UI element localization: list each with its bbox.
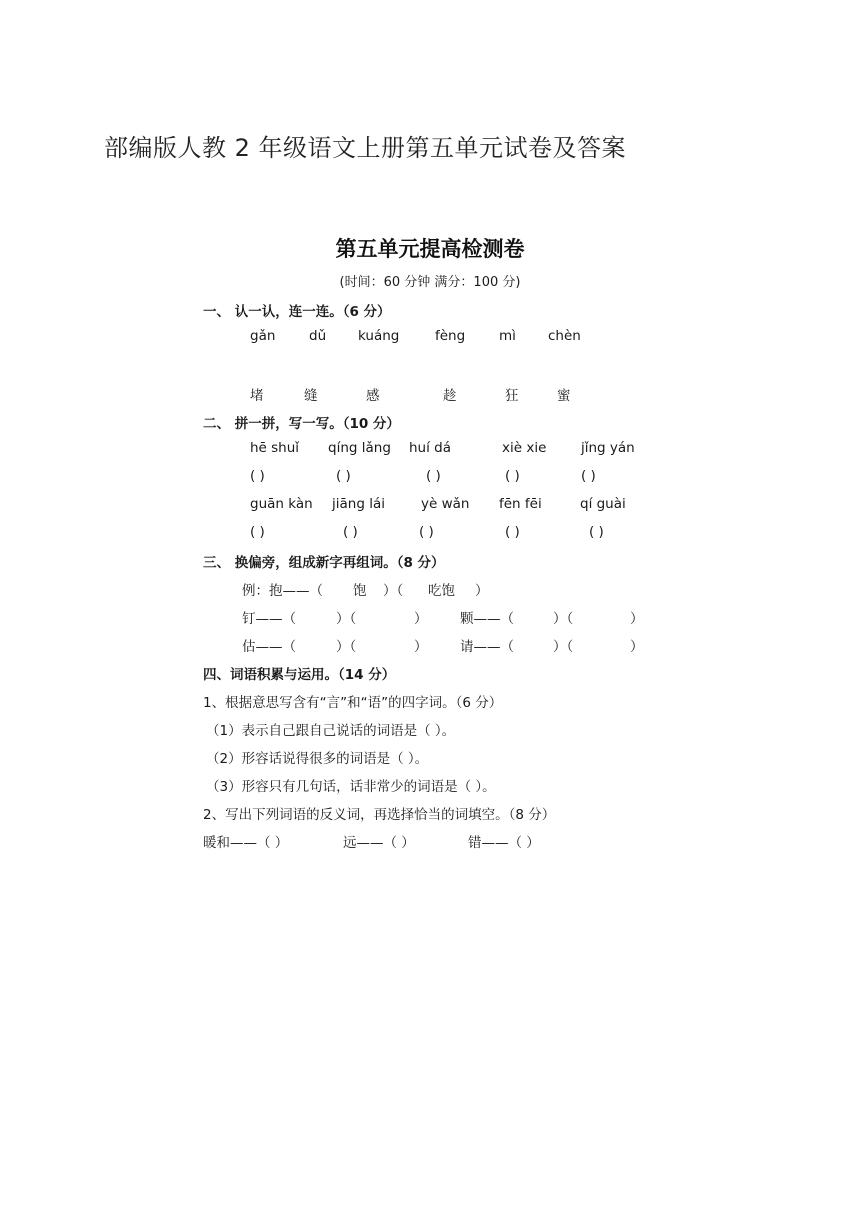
exam-subtitle: (时间：60 分钟 满分：100 分) [339, 275, 521, 290]
example-word: 吃饱 [428, 583, 455, 599]
pinyin-item: chèn [548, 328, 581, 344]
example-lead: 例：抱——（ [242, 583, 323, 599]
char-item: 感 [366, 388, 380, 404]
question-2: 2、写出下列词语的反义词，再选择恰当的词填空。（8 分） [203, 807, 556, 823]
answer-blank[interactable]: ）（ [553, 639, 574, 655]
document-title: 部编版人教 2 年级语文上册第五单元试卷及答案 [104, 134, 627, 162]
radical-item: 钉——（ [242, 611, 296, 627]
pinyin-item: qí guài [580, 496, 626, 512]
answer-blank[interactable]: ）（ [336, 611, 357, 627]
question-1-item: （1）表示自己跟自己说话的词语是（ ）。 [206, 723, 456, 739]
antonym-blank[interactable]: 远——（ ） [343, 835, 415, 851]
section1-heading: 一、 认一认，连一连。（6 分） [203, 304, 391, 320]
answer-blank[interactable]: ） [630, 611, 644, 627]
answer-blank[interactable]: ( ) [250, 524, 265, 540]
pinyin-item: guān kàn [250, 496, 313, 512]
answer-blank[interactable]: ） [630, 639, 644, 655]
answer-blank[interactable]: ( ) [505, 468, 520, 484]
pinyin-item: huí dá [409, 440, 451, 456]
pinyin-item: yè wǎn [421, 496, 470, 512]
pinyin-item: jiāng lái [332, 496, 385, 512]
section2-heading: 二、 拼一拼，写一写。（10 分） [203, 416, 400, 432]
char-item: 狂 [505, 388, 519, 404]
exam-title: 第五单元提高检测卷 [335, 237, 525, 261]
question-1-item: （3）形容只有几句话，话非常少的词语是（ ）。 [206, 779, 496, 795]
antonym-blank[interactable]: 错——（ ） [468, 835, 540, 851]
pinyin-item: dǔ [309, 328, 327, 344]
radical-item: 估——（ [242, 639, 296, 655]
answer-blank[interactable]: ） [414, 639, 428, 655]
section4-heading: 四、词语积累与运用。（14 分） [203, 667, 396, 683]
pinyin-item: fèng [435, 328, 466, 344]
pinyin-item: jǐng yán [581, 440, 635, 456]
answer-blank[interactable]: ）（ [336, 639, 357, 655]
answer-blank[interactable]: ( ) [589, 524, 604, 540]
pinyin-item: mì [499, 328, 516, 344]
answer-blank[interactable]: ( ) [336, 468, 351, 484]
answer-blank[interactable]: ( ) [343, 524, 358, 540]
pinyin-item: fēn fēi [499, 496, 542, 512]
answer-blank[interactable]: ） [414, 611, 428, 627]
char-item: 缝 [304, 388, 318, 404]
radical-item: 请——（ [460, 639, 514, 655]
antonym-blank[interactable]: 暖和——（ ） [203, 835, 289, 851]
answer-blank[interactable]: ( ) [581, 468, 596, 484]
answer-blank[interactable]: ( ) [505, 524, 520, 540]
example-char: 饱 [353, 583, 367, 599]
answer-blank[interactable]: ( ) [419, 524, 434, 540]
example-close: ） [475, 583, 489, 599]
answer-blank[interactable]: ( ) [426, 468, 441, 484]
char-item: 蜜 [557, 388, 571, 404]
char-item: 趁 [443, 388, 457, 404]
question-1: 1、根据意思写含有“言”和“语”的四字词。（6 分） [203, 695, 503, 711]
answer-blank[interactable]: ( ) [250, 468, 265, 484]
pinyin-item: gǎn [250, 328, 276, 344]
char-item: 堵 [250, 388, 264, 404]
example-bracket: ）（ [383, 583, 404, 599]
pinyin-item: hē shuǐ [250, 440, 300, 456]
radical-item: 颗——（ [460, 611, 514, 627]
pinyin-item: kuáng [358, 328, 400, 344]
question-1-item: （2）形容话说得很多的词语是（ ）。 [206, 751, 429, 767]
pinyin-item: qíng lǎng [328, 440, 391, 456]
answer-blank[interactable]: ）（ [553, 611, 574, 627]
pinyin-item: xiè xie [502, 440, 547, 456]
section3-heading: 三、 换偏旁，组成新字再组词。（8 分） [203, 555, 445, 571]
